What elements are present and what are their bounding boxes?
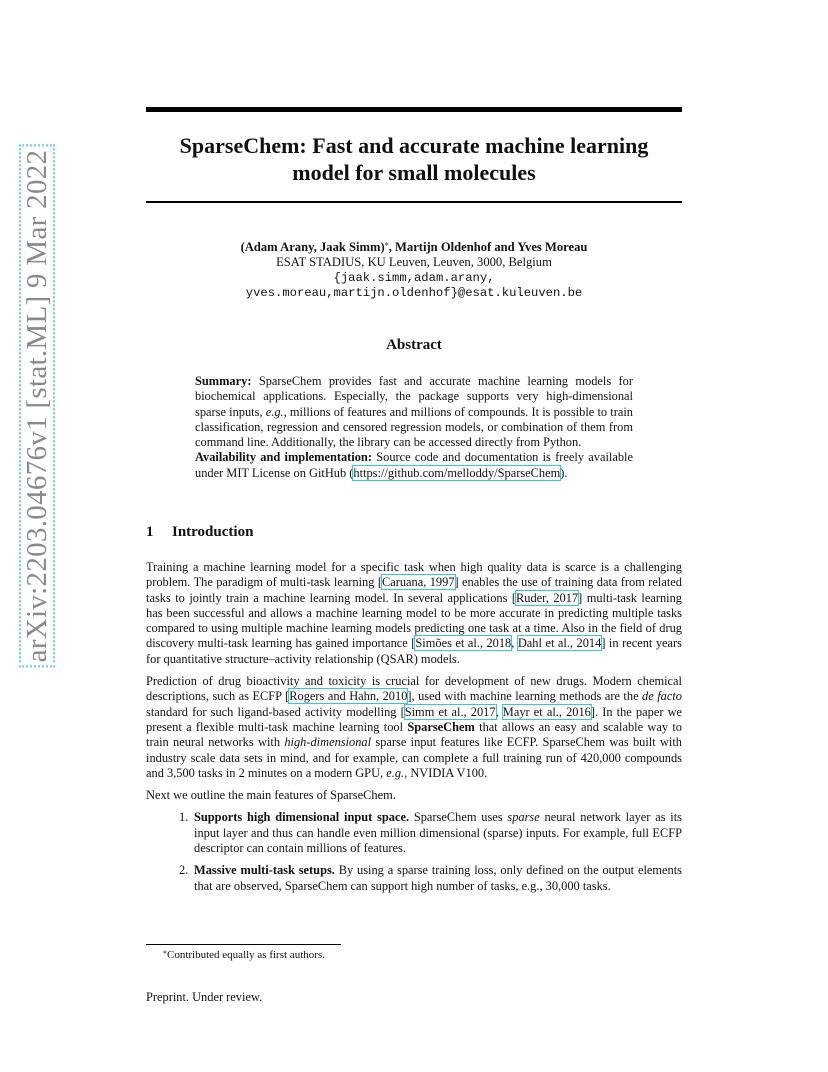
footnote-rule: [146, 944, 341, 945]
citation-link[interactable]: Simões et al., 2018: [415, 636, 512, 651]
arxiv-identifier-text: arXiv:2203.04676v1 [stat.ML] 9 Mar 2022: [19, 145, 55, 668]
author-names: (Adam Arany, Jaak Simm)*, Martijn Oldenhof and Yves Moreau: [240, 240, 588, 254]
paragraph-2: Prediction of drug bioactivity and toxicity is crucial for development of new drugs. Modern chemical descriptions, such as ECFP [Rogers and Hahn, 2010], used with machine learning methods are the de facto standard for such ligand-based activity modelling [Simm et al., 2017, Mayr et al., 2016]. In the paper we present a flexible multi-task machine learning tool SparseChem that allows an easy and scalable way to train neural networks with high-dimensional sparse input features like ECFP. SparseChem was built with industry scale data sets in mind, and for example, can complete a full training run of 420,000 compounds and 3,500 tasks in 2 minutes on a modern GPU, e.g., NVIDIA V100.: [146, 674, 683, 780]
title-bottom-rule: [146, 201, 682, 203]
paper-title-line1: SparseChem: Fast and accurate machine learning: [179, 133, 649, 158]
feature-list: [146, 810, 682, 893]
author-emails-line2: yves.moreau,martijn.oldenhof}@esat.kuleuven.be: [245, 285, 583, 300]
list-item: 2. Massive multi-task setups. By using a sparse training loss, only defined on the output elements that are observed, SparseChem can support high number of tasks, e.g., 30,000 tasks.: [179, 863, 682, 893]
paragraph-1: Training a machine learning model for a specific task when high quality data is scarce is a challenging problem. The paradigm of multi-task learning [Caruana, 1997] enables the use of training data from related tasks to jointly train a machine learning model. In several applications [Ruder, 2017] multi-task learning has been successful and allows a machine learning model to be more accurate in predicting multiple tasks compared to using multiple machine learning models predicting one task at a time. Also in the field of drug discovery multi-task learning has gained importance [Simões et al., 2018, Dahl et al., 2014] in recent years for quantitative structure–activity relationship (QSAR) models.: [146, 560, 682, 666]
preprint-notice: Preprint. Under review.: [146, 990, 263, 1004]
author-emails-line1: {jaak.simm,adam.arany,: [333, 270, 495, 285]
github-link[interactable]: https://github.com/melloddy/SparseChem: [353, 465, 561, 480]
section-title: Introduction: [172, 524, 254, 540]
author-footnote-mark: *: [384, 241, 389, 250]
abstract-body: [195, 374, 633, 481]
author-affiliation: ESAT STADIUS, KU Leuven, Leuven, 3000, Belgium: [276, 255, 552, 270]
citation-link[interactable]: Mayr et al., 2016: [502, 704, 591, 719]
title-top-rule: [146, 107, 682, 112]
introduction-body: [146, 560, 682, 901]
citation-link[interactable]: Ruder, 2017: [516, 590, 579, 605]
footnote: *Contributed equally as first authors.: [163, 949, 325, 961]
abstract-availability: Availability and implementation: Source code and documentation is freely available under MIT License on GitHub (https://github.com/melloddy/SparseChem).: [195, 450, 633, 480]
citation-link[interactable]: Caruana, 1997: [381, 575, 455, 590]
paragraph-3: Next we outline the main features of SparseChem.: [146, 788, 396, 803]
abstract-heading: Abstract: [386, 337, 442, 353]
section-heading-introduction: [146, 524, 253, 541]
citation-link[interactable]: Simm et al., 2017: [404, 704, 496, 719]
paper-title: [146, 132, 682, 186]
citation-link[interactable]: Rogers and Hahn, 2010: [289, 689, 408, 704]
list-item: 1. Supports high dimensional input space. SparseChem uses sparse neural network layer as its input layer and thus can handle even million dimensional (sparse) inputs. For example, full ECFP descriptor can contain millions of features.: [179, 810, 682, 856]
citation-link[interactable]: Dahl et al., 2014: [517, 636, 602, 651]
section-number: 1: [146, 524, 154, 540]
paper-title-line2: model for small molecules: [292, 160, 536, 185]
author-block: [146, 240, 682, 301]
abstract-summary: Summary: SparseChem provides fast and accurate machine learning models for biochemical applications. Especially, the package supports very high-dimensional sparse inputs, e.g., millions of features and millions of compounds. It is possible to train classification, regression and censored regression models, or combination of them from command line. Additionally, the library can be accessed directly from Python.: [195, 374, 633, 450]
